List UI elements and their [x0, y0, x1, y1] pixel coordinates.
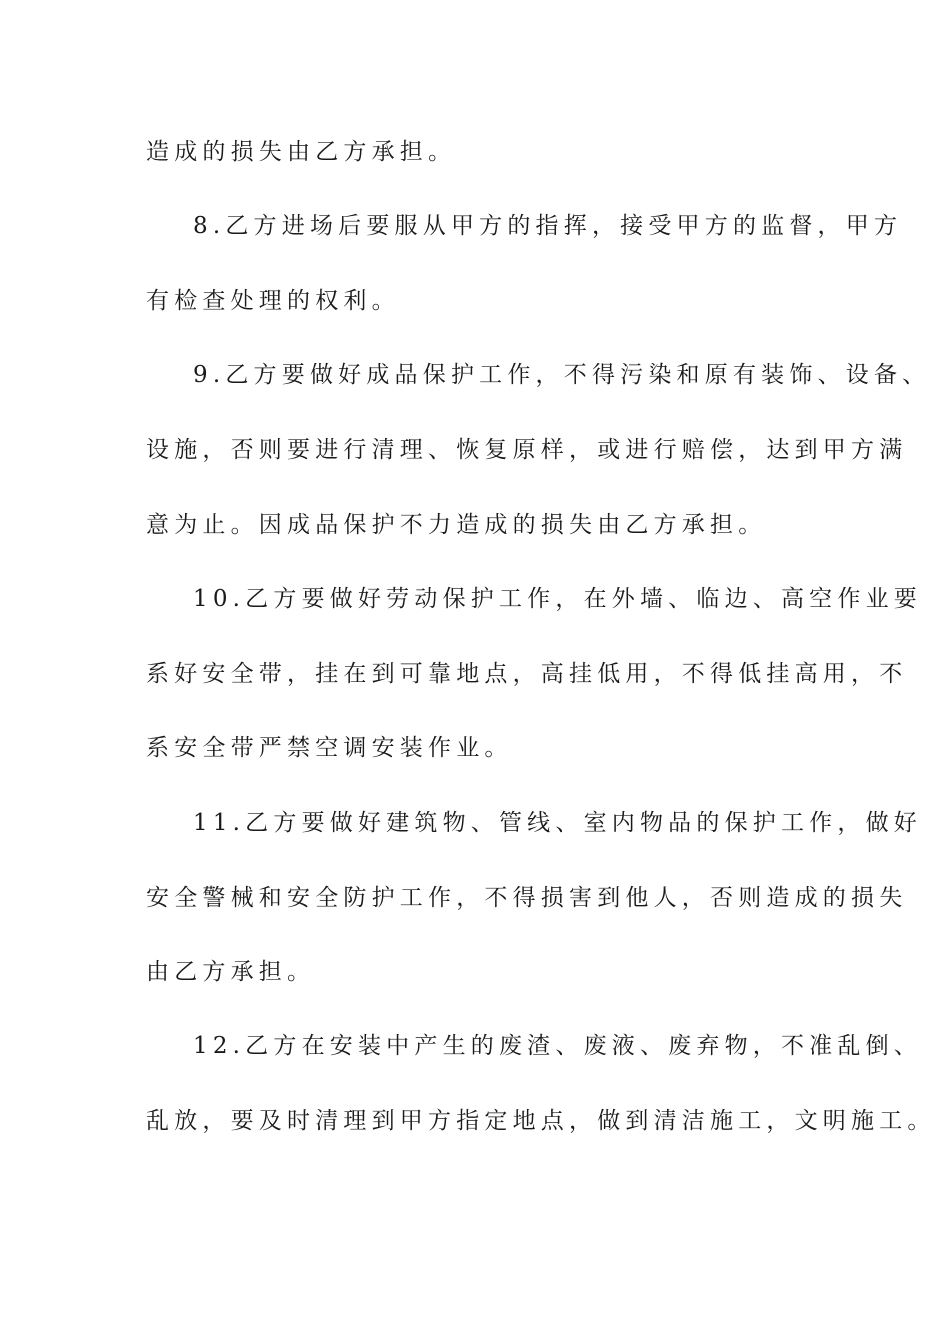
text-line: 造成的损失由乙方承担。	[146, 139, 457, 165]
clause-9-line-2: 设施，否则要进行清理、恢复原样，或进行赔偿，达到甲方满	[146, 437, 908, 463]
clause-8-line-2: 有检查处理的权利。	[146, 288, 400, 314]
clause-10-line-2: 系好安全带，挂在到可靠地点，高挂低用，不得低挂高用，不	[146, 661, 908, 687]
clause-11-line-2: 安全警械和安全防护工作，不得损害到他人，否则造成的损失	[146, 885, 908, 911]
clause-12-line-1: 12.乙方在安装中产生的废渣、废液、废弃物，不准乱倒、	[193, 1033, 922, 1059]
clause-11-line-1: 11.乙方要做好建筑物、管线、室内物品的保护工作，做好	[193, 810, 922, 836]
clause-8-line-1: 8.乙方进场后要服从甲方的指挥，接受甲方的监督，甲方	[193, 213, 903, 239]
clause-12-line-2: 乱放，要及时清理到甲方指定地点，做到清洁施工，文明施工。	[146, 1108, 936, 1134]
clause-10-line-3: 系安全带严禁空调安装作业。	[146, 735, 513, 761]
clause-10-line-1: 10.乙方要做好劳动保护工作，在外墙、临边、高空作业要	[193, 586, 922, 612]
clause-9-line-1: 9.乙方要做好成品保护工作，不得污染和原有装饰、设备、	[193, 362, 931, 388]
clause-9-line-3: 意为止。因成品保护不力造成的损失由乙方承担。	[146, 512, 767, 538]
clause-11-line-3: 由乙方承担。	[146, 959, 316, 985]
